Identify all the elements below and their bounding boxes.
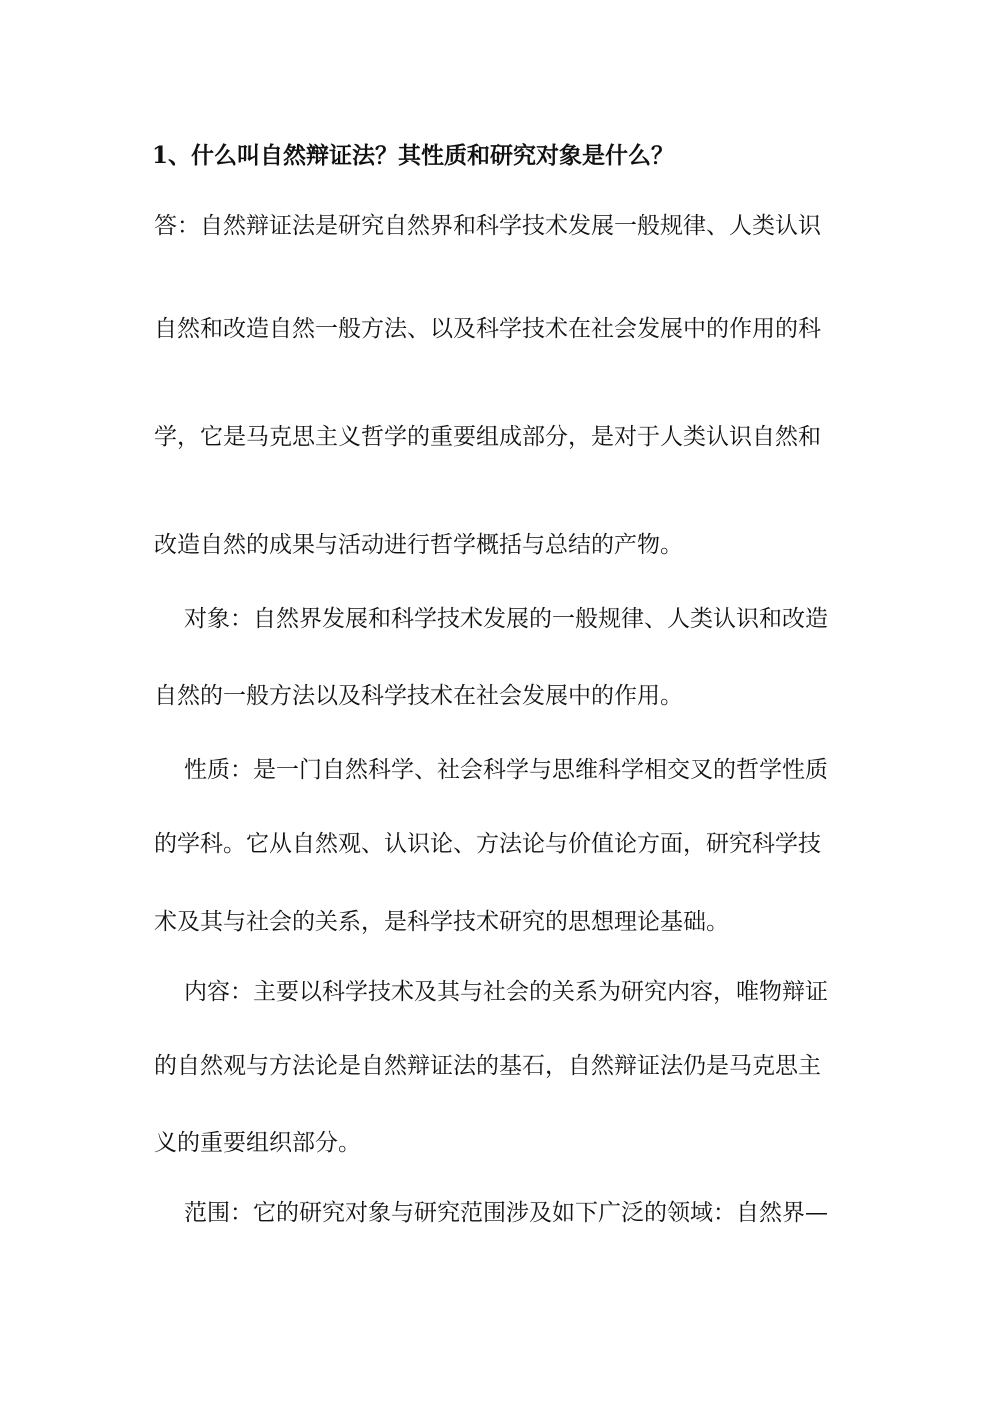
answer-line-3: 学，它是马克思主义哲学的重要组成部分，是对于人类认识自然和 [154, 424, 821, 450]
object-line-2: 自然的一般方法以及科学技术在社会发展中的作用。 [154, 683, 683, 709]
content-line-1: 内容：主要以科学技术及其与社会的关系为研究内容，唯物辩证 [184, 979, 828, 1005]
question-heading: 1、什么叫自然辩证法？其性质和研究对象是什么？ [152, 142, 675, 169]
nature-line-1: 性质：是一门自然科学、社会科学与思维科学相交叉的哲学性质 [184, 757, 828, 783]
scope-line-1: 范围：它的研究对象与研究范围涉及如下广泛的领域：自然界— [184, 1200, 828, 1226]
content-line-3: 义的重要组织部分。 [154, 1130, 361, 1156]
content-line-2: 的自然观与方法论是自然辩证法的基石，自然辩证法仍是马克思主 [154, 1053, 821, 1079]
answer-line-1: 答：自然辩证法是研究自然界和科学技术发展一般规律、人类认识 [154, 213, 821, 239]
nature-line-3: 术及其与社会的关系，是科学技术研究的思想理论基础。 [154, 909, 729, 935]
nature-line-2: 的学科。它从自然观、认识论、方法论与价值论方面，研究科学技 [154, 831, 821, 857]
object-line-1: 对象：自然界发展和科学技术发展的一般规律、人类认识和改造 [184, 606, 828, 632]
answer-line-2: 自然和改造自然一般方法、以及科学技术在社会发展中的作用的科 [154, 316, 821, 342]
answer-line-4: 改造自然的成果与活动进行哲学概括与总结的产物。 [154, 532, 683, 558]
